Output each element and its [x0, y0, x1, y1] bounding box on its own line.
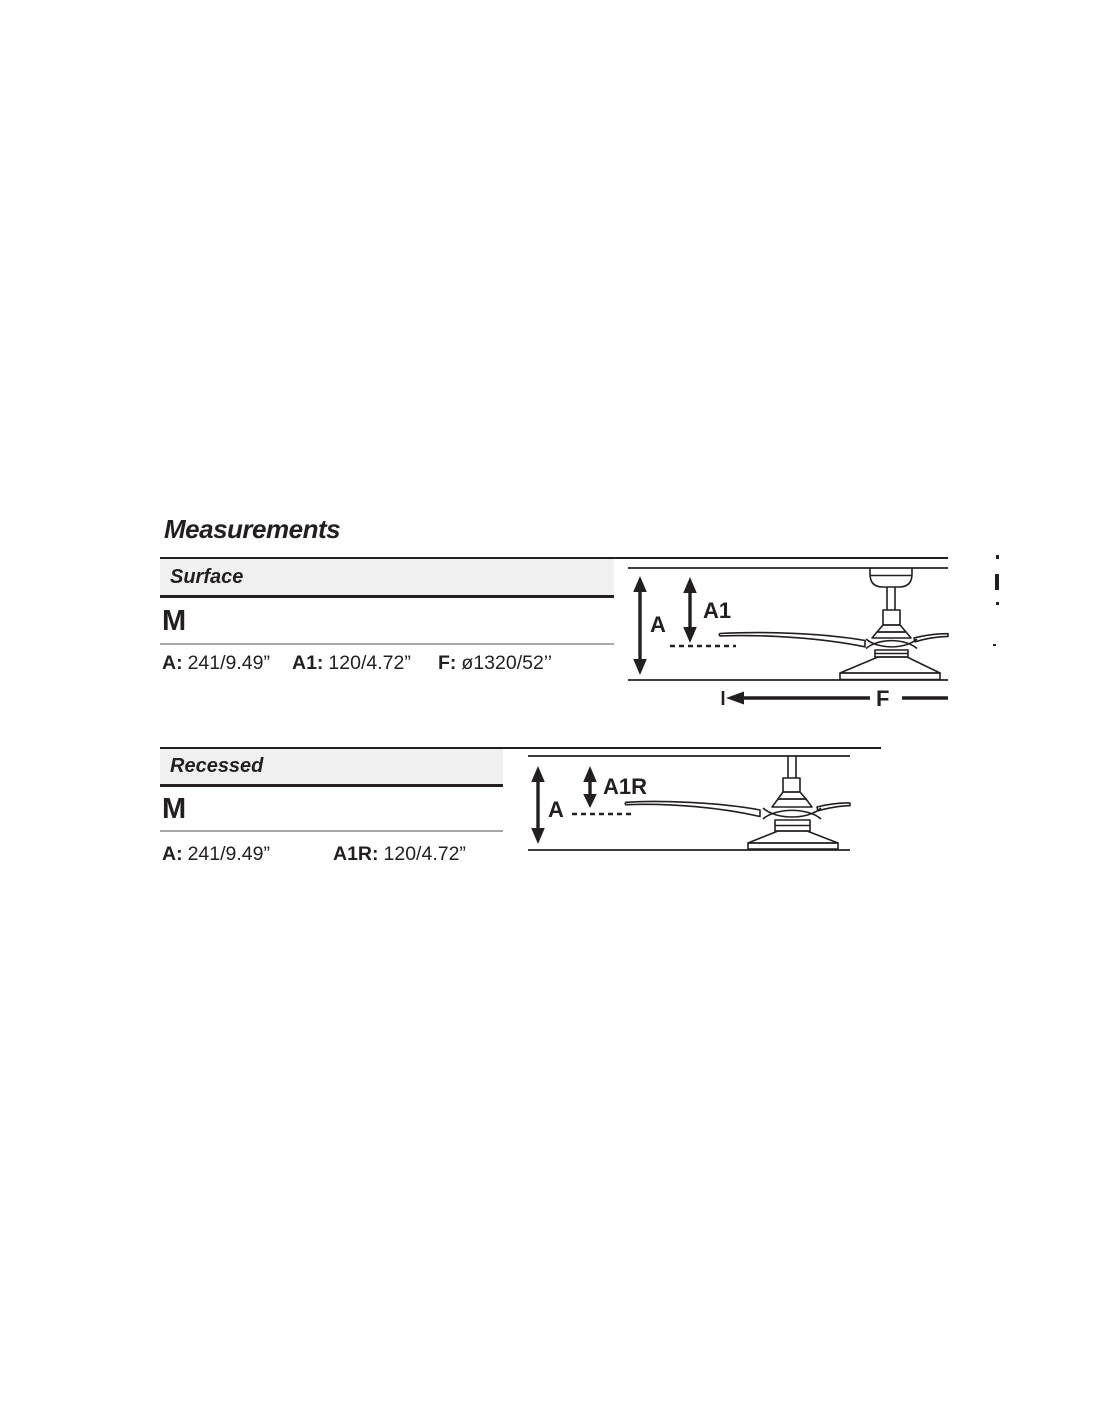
measure-label: F: — [438, 652, 457, 674]
dim-arrow-a — [531, 766, 545, 844]
page-edge-artifact — [993, 644, 996, 646]
fan-front-blade — [763, 808, 821, 817]
fan-light-cone — [840, 657, 940, 673]
surface-measure-a1 — [292, 652, 411, 675]
recessed-measure-a — [162, 843, 270, 866]
surface-model-row — [160, 600, 614, 645]
dim-arrow-f — [723, 691, 948, 705]
measure-value: 241/9.49” — [187, 652, 270, 674]
page-edge-artifact — [996, 555, 999, 559]
fan-light-cone — [748, 831, 838, 843]
page-edge-artifact — [996, 602, 999, 605]
dim-arrow-a1 — [683, 577, 697, 643]
dim-label-a1: A1 — [703, 598, 732, 623]
ceiling-fan-drawing — [625, 756, 850, 849]
fan-left-blade — [625, 801, 760, 816]
fan-left-blade — [719, 633, 865, 647]
surface-header-label: Surface — [170, 565, 244, 588]
dim-arrow-a1r — [583, 766, 597, 808]
dim-label-f: F — [876, 686, 890, 711]
fan-right-blade — [914, 634, 948, 642]
surface-measurements — [162, 652, 632, 678]
ceiling-fan-drawing — [719, 568, 948, 680]
recessed-header-label: Recessed — [170, 755, 264, 777]
measure-label: A1R: — [333, 843, 379, 865]
measure-value: 241/9.49” — [187, 843, 270, 865]
dim-label-a: A — [650, 612, 666, 637]
dim-label-a1r: A1R — [603, 774, 648, 799]
surface-measure-f — [438, 652, 552, 675]
surface-model-label: M — [162, 605, 187, 637]
fan-right-blade — [817, 803, 850, 811]
page-edge-artifact — [995, 574, 999, 590]
dim-label-a: A — [548, 797, 564, 822]
page-title: Measurements — [164, 514, 341, 544]
measure-value: 120/4.72” — [383, 843, 466, 865]
fan-collar — [783, 778, 800, 792]
recessed-header-banner — [160, 749, 503, 787]
recessed-fan-diagram — [510, 750, 872, 855]
measure-value: 120/4.72” — [328, 652, 411, 674]
measure-label: A: — [162, 652, 183, 674]
recessed-model-label: M — [162, 793, 187, 825]
surface-fan-diagram — [620, 550, 960, 712]
dim-arrow-a — [633, 576, 647, 675]
fan-canopy — [870, 568, 912, 587]
fan-collar — [883, 610, 900, 625]
surface-measure-a — [162, 652, 270, 675]
measure-value: ø1320/52’’ — [461, 652, 553, 674]
measure-label: A1: — [292, 652, 324, 674]
recessed-measure-a1r — [333, 843, 466, 866]
measure-label: A: — [162, 843, 183, 865]
recessed-model-row — [160, 789, 503, 832]
surface-header-banner — [160, 559, 614, 598]
recessed-measurements — [162, 843, 562, 869]
